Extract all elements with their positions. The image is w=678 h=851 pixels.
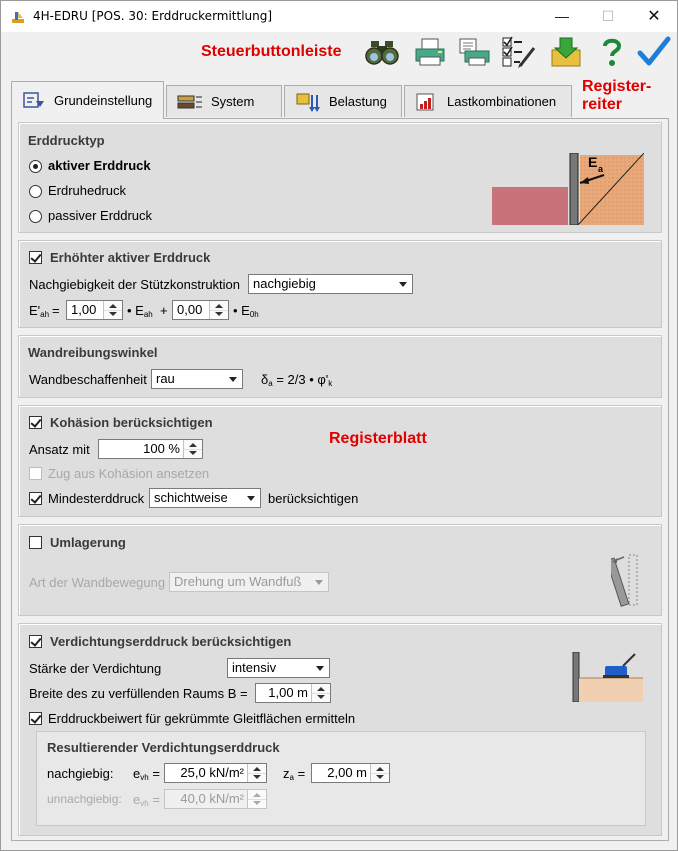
e-eq-dis: = — [152, 792, 160, 807]
mindest-checkbox[interactable] — [29, 492, 42, 505]
wandbeschaffenheit-label: Wandbeschaffenheit — [29, 372, 147, 387]
zug-checkbox[interactable] — [29, 467, 42, 480]
unnachgiebig-e-value: 40,0 kN/m² — [180, 791, 244, 806]
checklist-icon — [500, 36, 536, 68]
binoculars-icon — [364, 37, 400, 67]
e-label-dis-text: e — [133, 792, 141, 807]
group-wandreibungswinkel — [18, 335, 662, 398]
breite-label: Breite des zu verfüllenden Raums B = — [29, 686, 248, 701]
annotation-tabs-line2: reiter — [582, 96, 623, 113]
mindest-label: Mindesterddruck — [48, 491, 145, 506]
radio-label: aktiver Erddruck — [48, 158, 151, 173]
help-button[interactable] — [593, 34, 631, 70]
tab-label: System — [211, 94, 255, 109]
result-title: Resultierender Verdichtungserddruck — [47, 740, 280, 755]
result-panel — [36, 731, 646, 826]
wall-rotation-icon — [611, 553, 641, 607]
z-label — [283, 766, 305, 782]
radio-aktiver-erddruck[interactable] — [29, 160, 42, 173]
minimize-button[interactable]: — — [555, 8, 569, 24]
unnachgiebig-e-stepper[interactable] — [164, 789, 267, 809]
delta-sub: a — [268, 379, 273, 388]
print-preview-button[interactable] — [455, 34, 493, 70]
e-sub-dis: vh — [140, 799, 149, 808]
factor2-stepper[interactable] — [172, 300, 229, 320]
print-button[interactable] — [411, 34, 449, 70]
formula-mid — [127, 303, 153, 319]
nachgiebig-e-stepper[interactable] — [164, 763, 267, 783]
tab-label: Belastung — [329, 94, 387, 109]
factor1-value: 1,00 — [71, 302, 97, 317]
radio-label: Erdruhedruck — [48, 183, 127, 198]
close-button[interactable]: ✕ — [647, 8, 661, 25]
group-kohaesion — [18, 405, 662, 517]
system-icon — [177, 92, 203, 112]
nachgiebigkeit-label: Nachgiebigkeit der Stützkonstruktion — [29, 277, 241, 292]
formula-lhs-text: E' — [29, 303, 41, 318]
formula-lhs-sub: ah — [40, 310, 50, 319]
maximize-button[interactable]: ☐ — [601, 8, 615, 24]
checklist-button[interactable] — [499, 34, 537, 70]
breite-stepper[interactable] — [255, 683, 331, 703]
zug-label: Zug aus Kohäsion ansetzen — [48, 466, 210, 481]
group-title: Wandreibungswinkel — [28, 345, 158, 360]
group-title: Kohäsion berücksichtigen — [50, 415, 213, 430]
formula-mid-sub: ah — [143, 310, 153, 319]
kohaesion-checkbox[interactable] — [29, 416, 42, 429]
import-button[interactable] — [547, 34, 585, 70]
group-title: Erhöhter aktiver Erddruck — [50, 250, 211, 265]
delta-symbol: δ — [261, 372, 269, 387]
phi-sub: k — [328, 379, 333, 388]
z-label-text: z — [283, 766, 290, 781]
wandbeschaffenheit-select[interactable]: rau — [151, 369, 243, 389]
print-preview-icon — [457, 37, 491, 67]
tab-lastkombinationen[interactable] — [404, 85, 572, 117]
e-label-dis — [133, 792, 160, 808]
radio-passiver-erddruck[interactable] — [29, 210, 42, 223]
diagram-label-sub: a — [598, 164, 604, 174]
formula-lhs — [29, 303, 49, 319]
help-icon — [597, 36, 627, 68]
formula-end — [233, 303, 259, 319]
umlagerung-checkbox[interactable] — [29, 536, 42, 549]
tab-belastung[interactable] — [284, 85, 402, 117]
settings-wall-icon — [22, 91, 46, 111]
formula-end-text: • E — [233, 303, 250, 318]
unnachgiebig-label: unnachgiebig: — [47, 792, 122, 806]
e-label-text: e — [133, 766, 141, 781]
erhoehter-checkbox[interactable] — [29, 251, 42, 264]
nachgiebigkeit-select[interactable]: nachgiebig — [248, 274, 413, 294]
beiwert-label: Erddruckbeiwert für gekrümmte Gleitflächen ermitteln — [48, 711, 356, 726]
art-label: Art der Wandbewegung — [29, 575, 166, 590]
nachgiebig-label: nachgiebig: — [47, 766, 114, 781]
mindest-suffix: berücksichtigen — [268, 491, 359, 506]
diagram-label: E — [588, 154, 598, 170]
factor1-stepper[interactable] — [66, 300, 123, 320]
delta-formula-text: = 2/3 • φ' — [276, 372, 329, 387]
printer-icon — [413, 37, 447, 67]
e-eq: = — [152, 766, 160, 781]
beiwert-checkbox[interactable] — [29, 712, 42, 725]
nachgiebig-z-value: 2,00 m — [327, 765, 367, 780]
compaction-diagram — [571, 652, 643, 702]
staerke-label: Stärke der Verdichtung — [29, 661, 162, 676]
z-sub: a — [289, 773, 294, 782]
verdichtung-checkbox[interactable] — [29, 635, 42, 648]
window-title: 4H-EDRU [POS. 30: Erddruckermittlung] — [33, 9, 273, 23]
ansatz-value: 100 % — [143, 441, 180, 456]
app-icon — [10, 9, 26, 25]
group-erhoehter-erddruck — [18, 240, 662, 328]
load-icon — [295, 91, 321, 113]
group-title: Umlagerung — [50, 535, 126, 550]
staerke-select[interactable]: intensiv — [227, 658, 330, 678]
import-icon — [549, 36, 583, 68]
active-earth-pressure-diagram — [492, 153, 644, 225]
tab-page-grundeinstellung — [11, 118, 669, 841]
group-verdichtung — [18, 623, 662, 836]
ansatz-stepper[interactable] — [98, 439, 203, 459]
delta-formula — [261, 372, 332, 388]
e-sub: vh — [140, 773, 149, 782]
breite-value: 1,00 m — [268, 685, 308, 700]
formula-end-sub: 0h — [249, 310, 259, 319]
radio-erdruhedruck[interactable] — [29, 185, 42, 198]
mindest-select[interactable]: schichtweise — [149, 488, 261, 508]
title-bar — [1, 1, 677, 32]
confirm-icon — [637, 36, 671, 68]
group-umlagerung — [18, 524, 662, 616]
annotation-tabs-line1: Register- — [582, 78, 652, 95]
formula-plus: + — [160, 303, 168, 318]
e-label — [133, 766, 160, 782]
ansatz-label: Ansatz mit — [29, 442, 90, 457]
find-button[interactable] — [363, 34, 401, 70]
load-combination-icon — [415, 92, 439, 112]
annotation-toolbar: Steuerbuttonleiste — [201, 43, 342, 60]
tab-grundeinstellung[interactable] — [11, 81, 164, 119]
tab-system[interactable] — [166, 85, 282, 117]
tab-label: Grundeinstellung — [54, 93, 153, 108]
confirm-button[interactable] — [635, 34, 673, 70]
tab-label: Lastkombinationen — [447, 94, 557, 109]
formula-eq: = — [52, 303, 60, 318]
group-title: Verdichtungserddruck berücksichtigen — [50, 634, 292, 649]
formula-mid-text: • E — [127, 303, 144, 318]
factor2-value: 0,00 — [177, 302, 203, 317]
annotation-page: Registerblatt — [329, 430, 427, 447]
group-erddrucktyp — [18, 122, 662, 233]
radio-label: passiver Erddruck — [48, 208, 153, 223]
nachgiebig-z-stepper[interactable] — [311, 763, 390, 783]
art-select[interactable]: Drehung um Wandfuß — [169, 572, 329, 592]
nachgiebig-e-value: 25,0 kN/m² — [180, 765, 244, 780]
group-title: Erddrucktyp — [28, 133, 105, 148]
z-eq: = — [297, 766, 306, 781]
